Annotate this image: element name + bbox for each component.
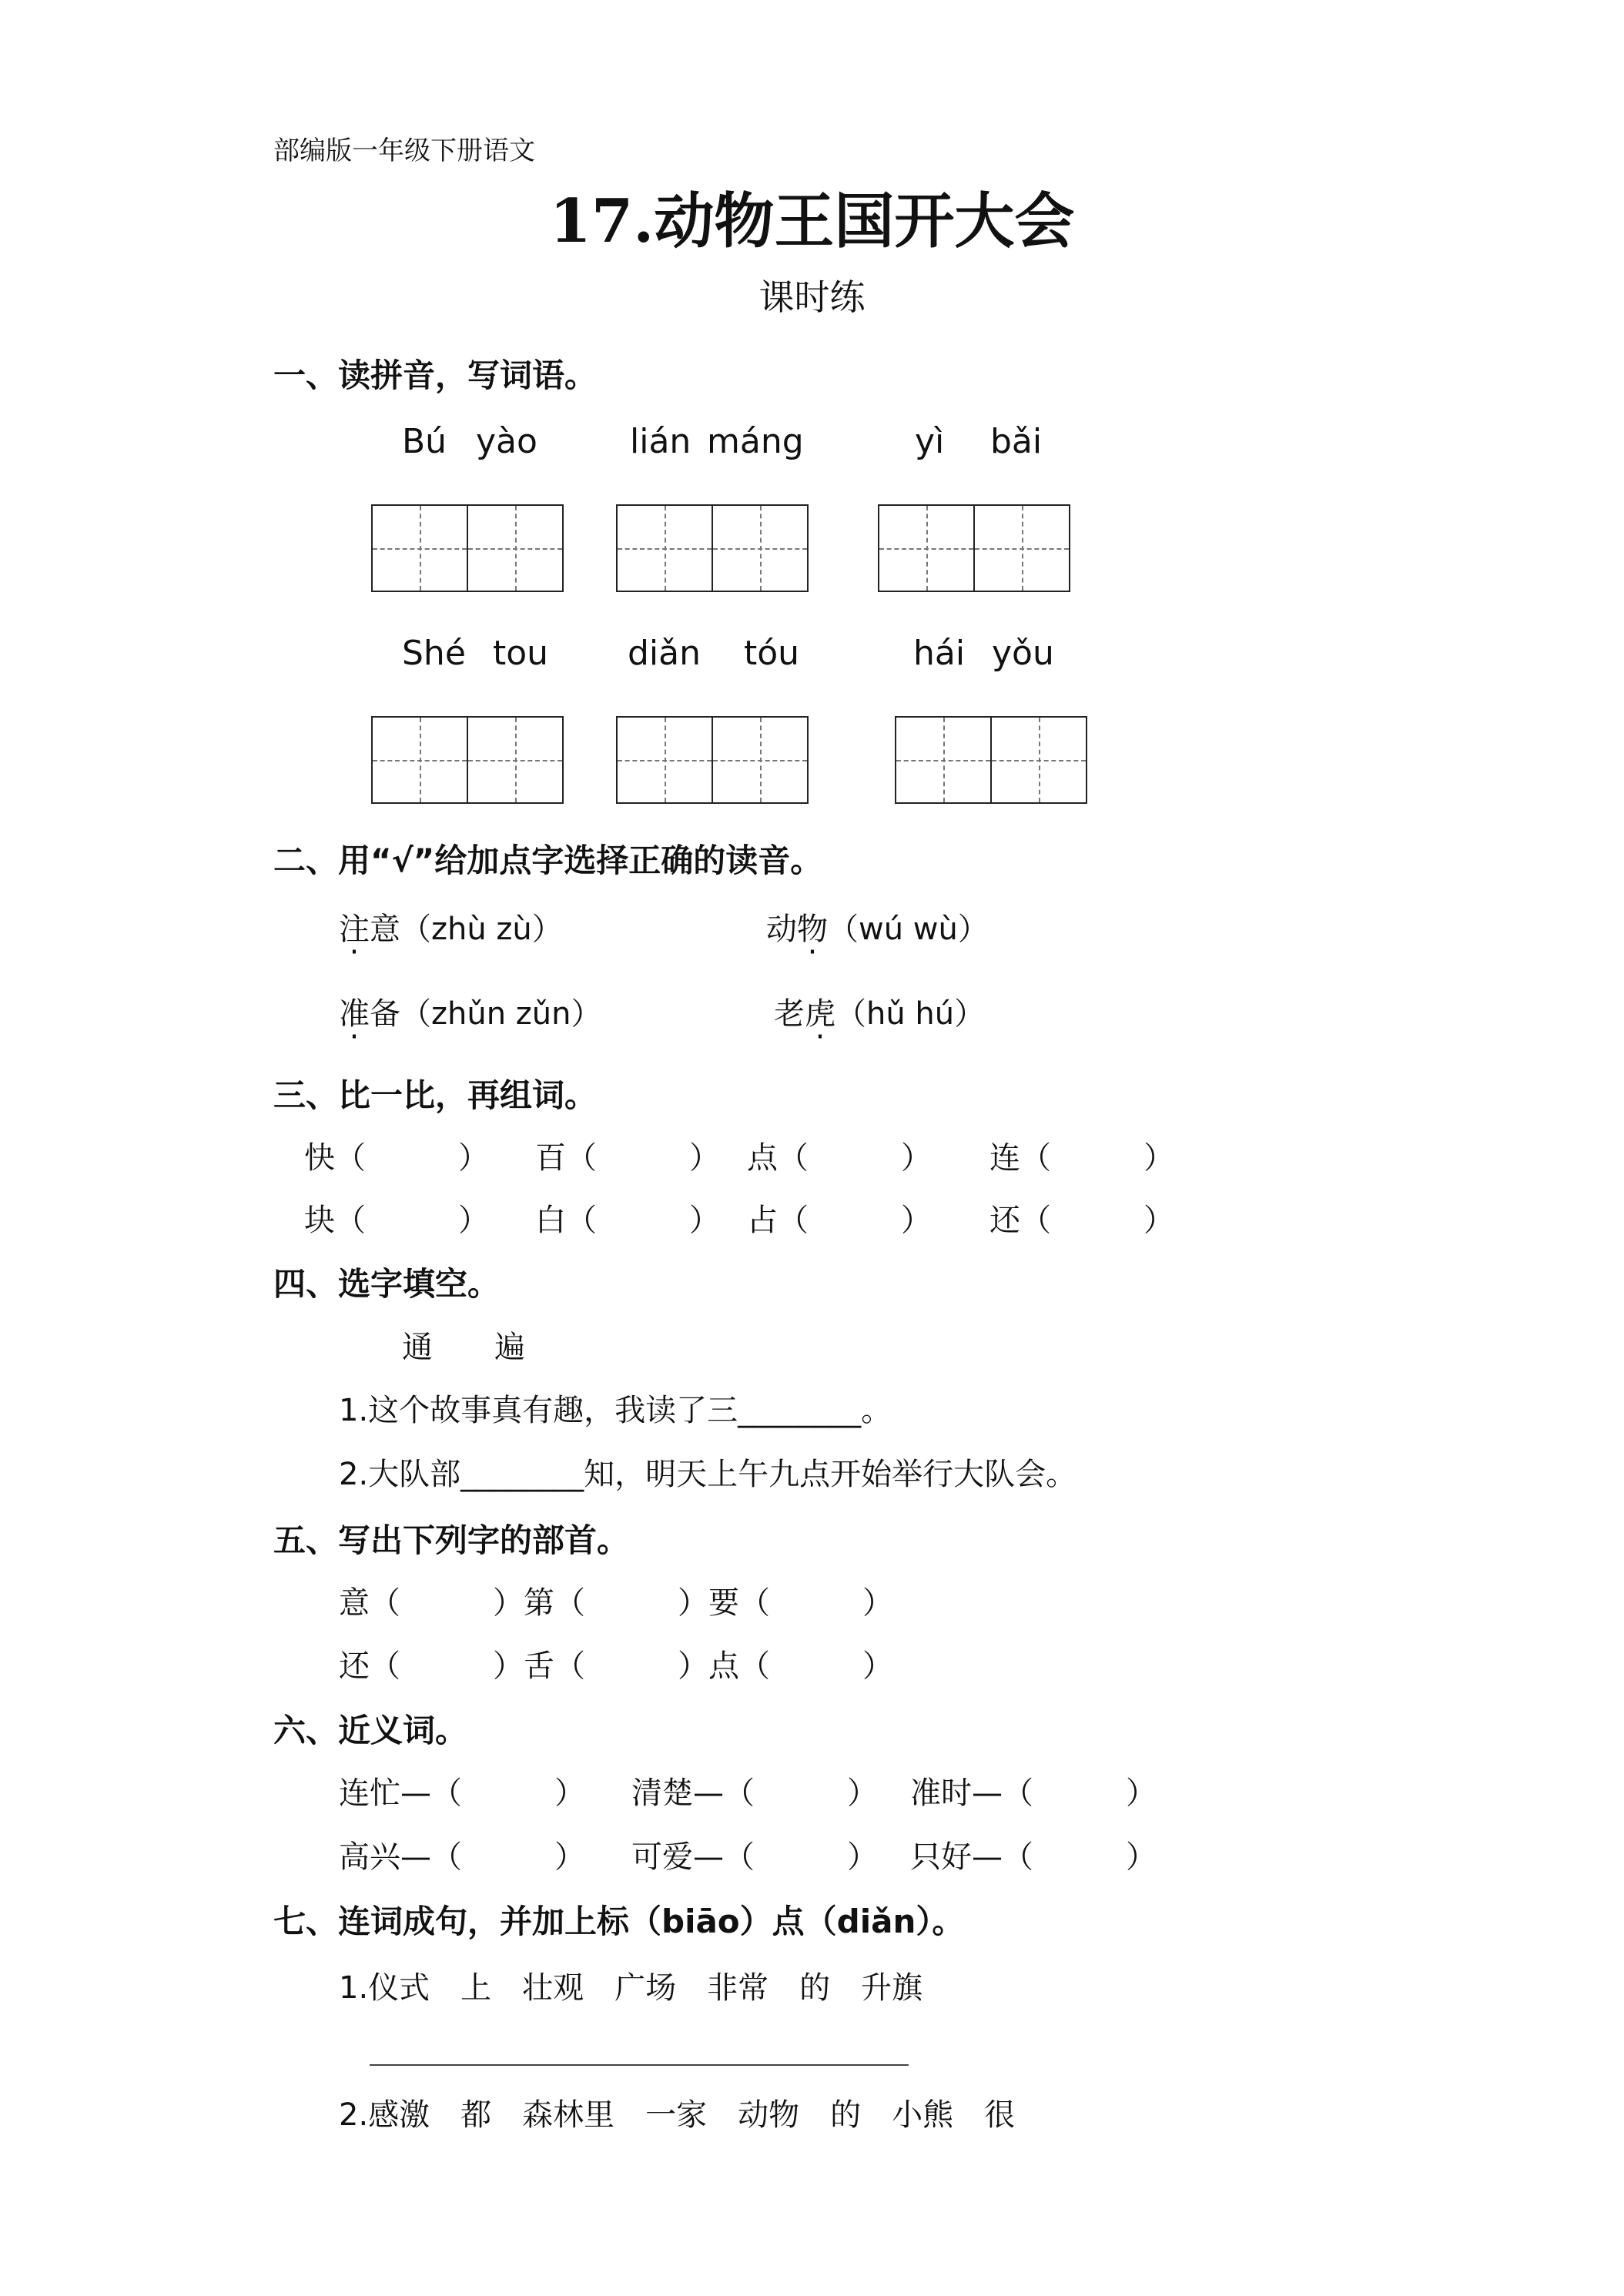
dotted-char: 物 (797, 912, 828, 947)
writing-cell[interactable] (896, 718, 990, 802)
sentence-question-1: 1.仪式 上 壮观 广场 非常 的 升旗 (339, 1970, 923, 2006)
section-7-heading: 七、连词成句，并加上标（biāo）点（diǎn）。 (273, 1903, 965, 1940)
choice-characters: 通 遍 (402, 1330, 525, 1365)
pinyin: tou (493, 634, 549, 673)
dotted-char: 虎 (805, 996, 835, 1032)
pinyin: lián (630, 422, 691, 461)
word-blank[interactable]: 百（ ） (535, 1140, 720, 1176)
pinyin: Shé (402, 634, 466, 673)
choice-prefix: 动 (766, 912, 797, 947)
worksheet-subtitle: 课时练 (758, 276, 866, 318)
worksheet-title: 17.动物王国开大会 (549, 186, 1075, 256)
choice-text: （hǔ hú） (835, 996, 986, 1032)
reading-choice (766, 905, 989, 949)
choice-text: 意（zhù zù） (370, 912, 563, 947)
dotted-char: 注 (339, 912, 370, 947)
writing-cell[interactable] (712, 506, 807, 591)
writing-grid[interactable] (616, 716, 809, 804)
fill-question-2[interactable]: 2.大队部________知，明天上午九点开始举行大队会。 (339, 1457, 1077, 1492)
writing-cell[interactable] (467, 718, 562, 802)
writing-grid[interactable] (616, 504, 809, 592)
radical-row[interactable]: 还（ ）舌（ ）点（ ） (339, 1648, 893, 1684)
pinyin: yào (476, 422, 537, 461)
writing-cell[interactable] (712, 718, 807, 802)
writing-cell[interactable] (373, 718, 467, 802)
pinyin: yì (915, 422, 945, 461)
section-5-heading: 五、写出下列字的部首。 (273, 1521, 630, 1559)
reading-choice (339, 905, 563, 949)
radical-row[interactable]: 意（ ）第（ ）要（ ） (339, 1585, 893, 1621)
writing-grid[interactable] (371, 716, 564, 804)
writing-cell[interactable] (373, 506, 467, 591)
series-label: 部编版一年级下册语文 (273, 136, 535, 166)
answer-line[interactable] (370, 2064, 909, 2066)
choice-text: （wú wù） (828, 912, 989, 947)
synonym-blank[interactable]: 准时—（ ） (910, 1776, 1157, 1811)
writing-grid[interactable] (895, 716, 1087, 804)
word-blank[interactable]: 白（ ） (535, 1203, 720, 1238)
pinyin: diǎn (628, 634, 702, 673)
section-2-heading: 二、用“√”给加点字选择正确的读音。 (273, 842, 823, 879)
writing-grid[interactable] (878, 504, 1070, 592)
synonym-blank[interactable]: 清楚—（ ） (631, 1776, 878, 1811)
word-blank[interactable]: 还（ ） (989, 1203, 1174, 1238)
reading-choice (774, 989, 985, 1033)
sentence-question-2: 2.感激 都 森林里 一家 动物 的 小熊 很 (339, 2097, 1016, 2133)
choice-text: 备（zhǔn zǔn） (370, 996, 602, 1032)
pinyin: Bú (402, 422, 447, 461)
section-1-heading: 一、读拼音，写词语。 (273, 356, 598, 394)
section-3-heading: 三、比一比，再组词。 (273, 1076, 598, 1114)
pinyin: tóu (744, 634, 800, 673)
choice-prefix: 老 (774, 996, 805, 1032)
word-blank[interactable]: 快（ ） (304, 1140, 489, 1176)
word-blank[interactable]: 点（ ） (747, 1140, 932, 1176)
reading-choice (339, 989, 601, 1033)
synonym-blank[interactable]: 只好—（ ） (910, 1839, 1157, 1875)
writing-cell[interactable] (618, 718, 712, 802)
pinyin: hái (913, 634, 966, 673)
section-6-heading: 六、近义词。 (273, 1712, 468, 1749)
pinyin: máng (707, 422, 804, 461)
synonym-blank[interactable]: 可爱—（ ） (631, 1839, 878, 1875)
word-blank[interactable]: 块（ ） (304, 1203, 489, 1238)
synonym-blank[interactable]: 连忙—（ ） (339, 1776, 585, 1811)
writing-cell[interactable] (973, 506, 1069, 591)
pinyin: yǒu (992, 634, 1054, 673)
writing-cell[interactable] (990, 718, 1086, 802)
writing-grid[interactable] (371, 504, 564, 592)
dotted-char: 准 (339, 996, 370, 1032)
writing-cell[interactable] (467, 506, 562, 591)
synonym-blank[interactable]: 高兴—（ ） (339, 1839, 585, 1875)
writing-cell[interactable] (879, 506, 973, 591)
word-blank[interactable]: 连（ ） (989, 1140, 1174, 1176)
section-4-heading: 四、选字填空。 (273, 1265, 501, 1303)
writing-cell[interactable] (618, 506, 712, 591)
word-blank[interactable]: 占（ ） (747, 1203, 932, 1238)
pinyin: bǎi (990, 422, 1043, 461)
fill-question-1[interactable]: 1.这个故事真有趣，我读了三________。 (339, 1393, 892, 1428)
